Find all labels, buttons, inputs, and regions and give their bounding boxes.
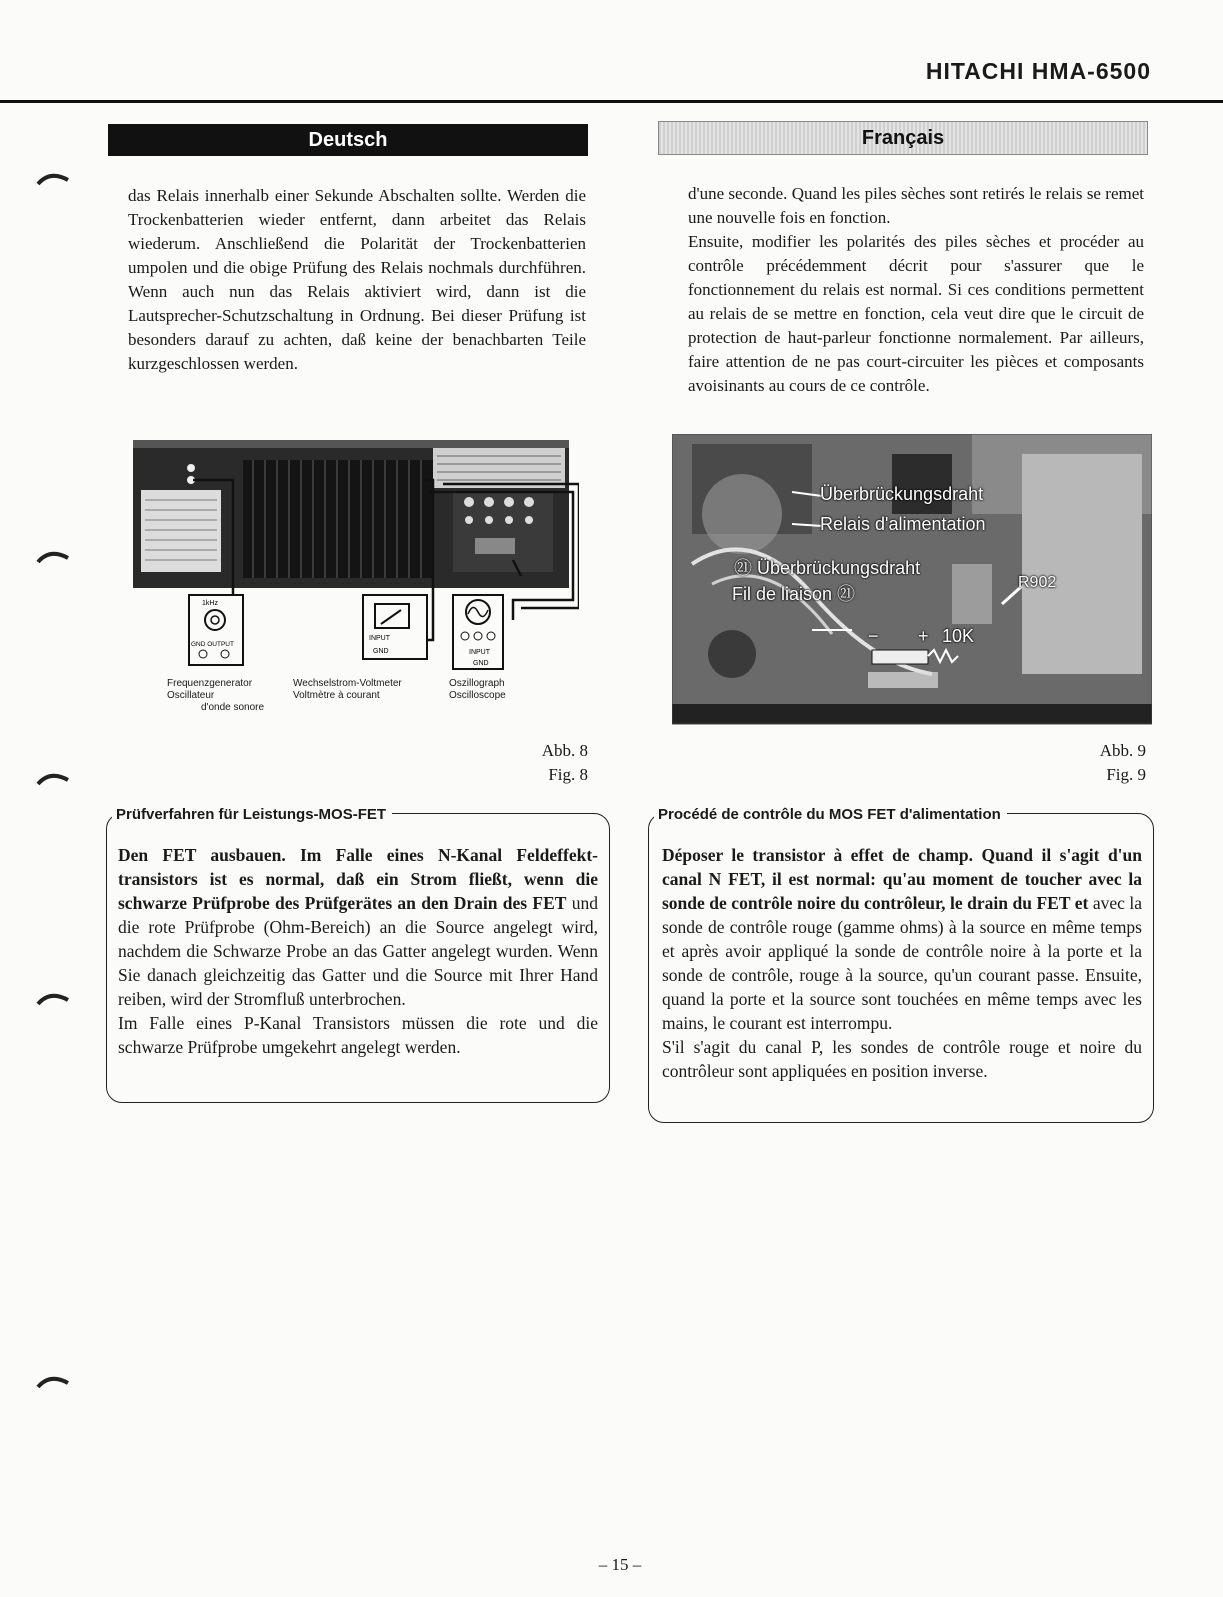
figure-8-caption: Abb. 8 Fig. 8 <box>541 741 588 784</box>
photo-label-r902: R902 <box>1018 574 1057 591</box>
voltmeter-gnd-label: GND <box>373 648 389 655</box>
deutsch-procedure-text-1: und die rote Prüfprobe (Ohm-Bereich) an die Source angelegt wird, nachdem die Schwarze Probe an das Gatter angelegt wurden. Wenn Sie danach gleichzeitig das Gatter und die Source mit Ihrer Hand reiben, wird der Stromfluß unterbrochen. <box>118 893 599 1009</box>
francais-paragraph-block <box>688 182 1144 398</box>
figure-8-test-setup <box>133 440 579 740</box>
photo-label-plus: + <box>918 626 929 646</box>
generator-output-label: GND OUTPUT <box>191 641 234 648</box>
figure-9-caption: Abb. 9 Fig. 9 <box>1099 741 1146 784</box>
oscilloscope-gnd-label: GND <box>473 660 489 667</box>
generator-freq-label: 1kHz <box>202 600 218 607</box>
deutsch-procedure-text <box>118 843 598 1059</box>
deutsch-paragraph: das Relais innerhalb einer Sekunde Abschalten sollte. Werden die Trockenbatterien wieder entfernt, dann arbeitet das Relais wiederum. Anschließend die Polarität der Trockenbatterien umpolen und die obige Prüfung des Relais nochmals durchführen. Wenn auch nun das Relais aktiviert wird, dann ist die Lautsprecher-Schutzschaltung in Ordnung. Bei dieser Prüfung ist besonders darauf zu achten, daß keine der benachbarten Teile kurzgeschlossen werden. <box>128 186 586 373</box>
instrument-label-voltmeter: Wechselstrom-Voltmeter Voltmètre à courant <box>293 678 402 701</box>
page-number: – 15 – <box>598 1555 642 1574</box>
binder-mark <box>36 170 70 186</box>
deutsch-procedure-bold-text: Den FET ausbauen. Im Falle eines N-Kanal Feldeffekt-transistors ist es normal, daß ein Strom fließt, wenn die schwarze Prüfprobe des Prüfgerätes an den Drain des FET <box>118 845 598 913</box>
binder-mark <box>36 1373 70 1389</box>
photo-label-jumper-21: ㉑ Überbrückungsdraht <box>734 558 921 578</box>
francais-paragraph-2: Ensuite, modifier les polarités des piles sèches et procéder au contrôle précédemment décrit pour s'assurer que le fonctionnement du relais est normal. Si ces conditions permettent au relais de se mettre en fonction, cela veut dire que le circuit de protection de haut-parleur fonctionne normalement. Par ailleurs, faire attention de ne pas court-circuiter les pièces et composants avoisinants au cours de ce contrôle. <box>688 232 1144 395</box>
photo-label-relay: Relais d'alimentation <box>820 514 986 534</box>
voltmeter-input-label: INPUT <box>369 635 390 642</box>
header-rule <box>0 100 1223 103</box>
figure-9-pcb-photo <box>672 434 1152 734</box>
section-heading-deutsch: Deutsch <box>108 124 588 156</box>
binder-mark <box>36 990 70 1006</box>
francais-procedure-text <box>662 843 1142 1083</box>
francais-procedure-title: Procédé de contrôle du MOS FET d'alimentation <box>654 806 1007 823</box>
binder-mark <box>36 770 70 786</box>
binder-mark <box>36 548 70 564</box>
photo-label-jumper: Überbrückungsdraht <box>820 484 984 504</box>
oscilloscope-input-label: INPUT <box>469 649 490 656</box>
francais-paragraph-1: d'une seconde. Quand les piles sèches sont retirés le relais se remet une nouvelle fois en fonction. <box>688 184 1144 227</box>
instrument-label-generator: Frequenzgenerator Oscillateur d'onde sonore <box>167 678 265 713</box>
document-brand-title: HITACHI HMA-6500 <box>925 58 1151 84</box>
francais-procedure-bold-text: Déposer le transistor à effet de champ. Quand il s'agit d'un canal N FET, il est normal: qu'au moment de toucher avec la sonde de contrôle noire du contrôleur, le drain du FET et <box>662 845 1142 913</box>
deutsch-procedure-title: Prüfverfahren für Leistungs-MOS-FET <box>112 806 392 823</box>
instrument-label-oscilloscope: Oszillograph Oscilloscope <box>449 678 506 701</box>
francais-procedure-text-1: avec la sonde de contrôle rouge (gamme ohms) à la source en même temps et après avoir appliqué la sonde de contrôle noire à la porte et la sonde de contrôle, rouge à la source, qu'un courant passe. Ensuite, quand la porte et la source sont touchées en même temps avec les mains, le courant est interrompu. <box>662 893 1143 1033</box>
section-heading-francais: Français <box>658 121 1148 155</box>
francais-procedure-text-2: S'il s'agit du canal P, les sondes de contrôle rouge et noire du contrôleur sont appliquées en position inverse. <box>662 1037 1142 1081</box>
deutsch-procedure-text-2: Im Falle eines P-Kanal Transistors müssen die rote und die schwarze Prüfprobe umgekehrt angelegt werden. <box>118 1013 598 1057</box>
photo-label-minus: − <box>868 626 879 646</box>
photo-label-10k: 10K <box>942 626 975 646</box>
photo-label-fil-liaison: Fil de liaison ㉑ <box>732 584 856 604</box>
